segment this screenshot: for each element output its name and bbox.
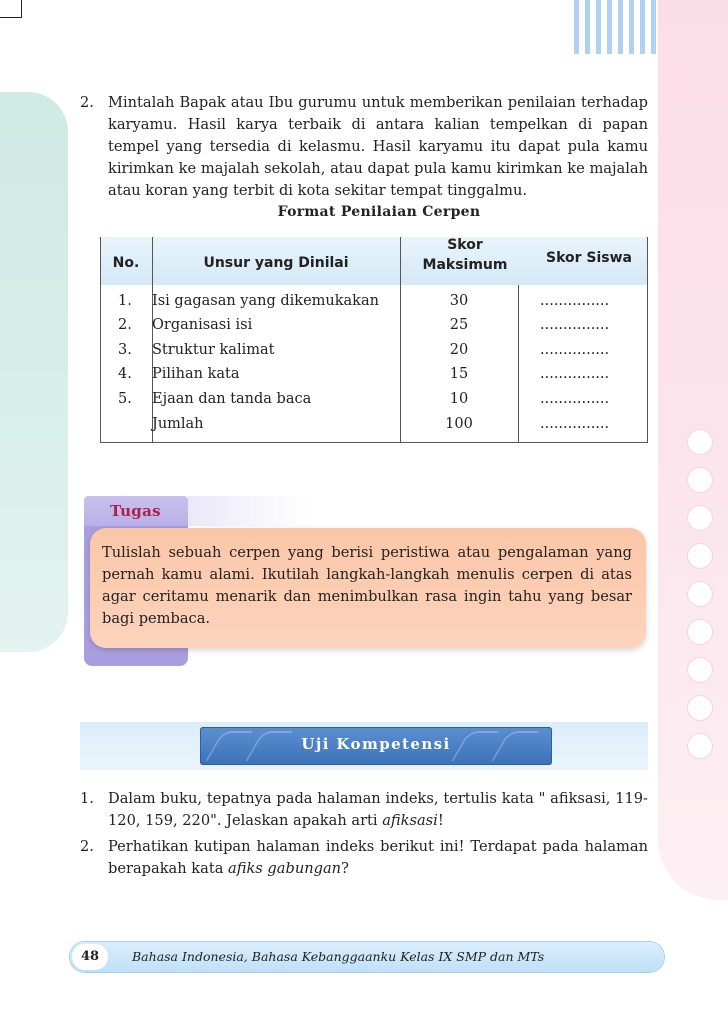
tugas-text: Tulislah sebuah cerpen yang berisi peristiwa atau pengalaman yang pernah kamu alami. Ikutilah langkah-langkah menulis cerpen di atas agar ceritamu menarik dan menimbulkan rasa ingin tahu yang besar bagi pembaca. <box>102 544 632 627</box>
table-title: Format Penilaian Cerpen <box>277 204 481 220</box>
header-no: No. <box>112 255 140 271</box>
table-row: 5. Ejaan dan tanda baca 10 ............... <box>118 391 610 407</box>
table-row: 3. Struktur kalimat 20 ............... <box>118 342 610 358</box>
tugas-label: Tugas <box>110 502 161 520</box>
book-title: Bahasa Indonesia, Bahasa Kebanggaanku Kelas IX SMP dan MTs <box>132 949 545 964</box>
item-number: 2. <box>80 94 94 111</box>
table-row-total: Jumlah 100 ............... <box>152 416 610 432</box>
table-row: 2. Organisasi isi 25 ............... <box>118 317 610 333</box>
table-row: 1. Isi gagasan yang dikemukakan 30 ............... <box>118 293 610 309</box>
question-number: 2. <box>80 838 94 855</box>
question-item <box>80 836 648 880</box>
question-text: Perhatikan kutipan halaman indeks berikut ini! Terdapat pada halaman berapakah kata afiks gabungan? <box>108 838 648 877</box>
decorative-dots <box>688 430 712 772</box>
decorative-left-band <box>0 92 68 652</box>
header-skor-max-1: Skor <box>447 237 483 253</box>
question-item <box>80 788 648 832</box>
page-number: 48 <box>72 944 108 970</box>
crop-mark <box>0 0 22 18</box>
question-number: 1. <box>80 790 94 807</box>
uji-kompetensi-title: Uji Kompetensi <box>301 735 451 753</box>
header-skor-max-2: Maksimum <box>422 257 508 273</box>
decorative-stripes <box>574 0 658 54</box>
header-unsur: Unsur yang Dinilai <box>203 255 349 271</box>
header-skor-siswa: Skor Siswa <box>545 250 632 266</box>
assessment-table <box>100 237 648 443</box>
question-text: Dalam buku, tepatnya pada halaman indeks, tertulis kata " afiksasi, 119-120, 159, 220". Jelaskan apakah arti afiksasi! <box>108 790 648 829</box>
instruction-item <box>80 92 648 202</box>
tugas-tab-fade <box>188 496 308 526</box>
table-row: 4. Pilihan kata 15 ............... <box>118 366 610 382</box>
item-text: Mintalah Bapak atau Ibu gurumu untuk memberikan penilaian terhadap karyamu. Hasil karya terbaik di antara kalian tempelkan di papan tempel yang tersedia di kelasmu. Hasil karyamu itu dapat pula kamu kirimkan ke majalah sekolah, atau dapat pula kamu kirimkan ke majalah atau koran yang terbit di kota sekitar tempat tinggalmu. <box>108 94 648 199</box>
